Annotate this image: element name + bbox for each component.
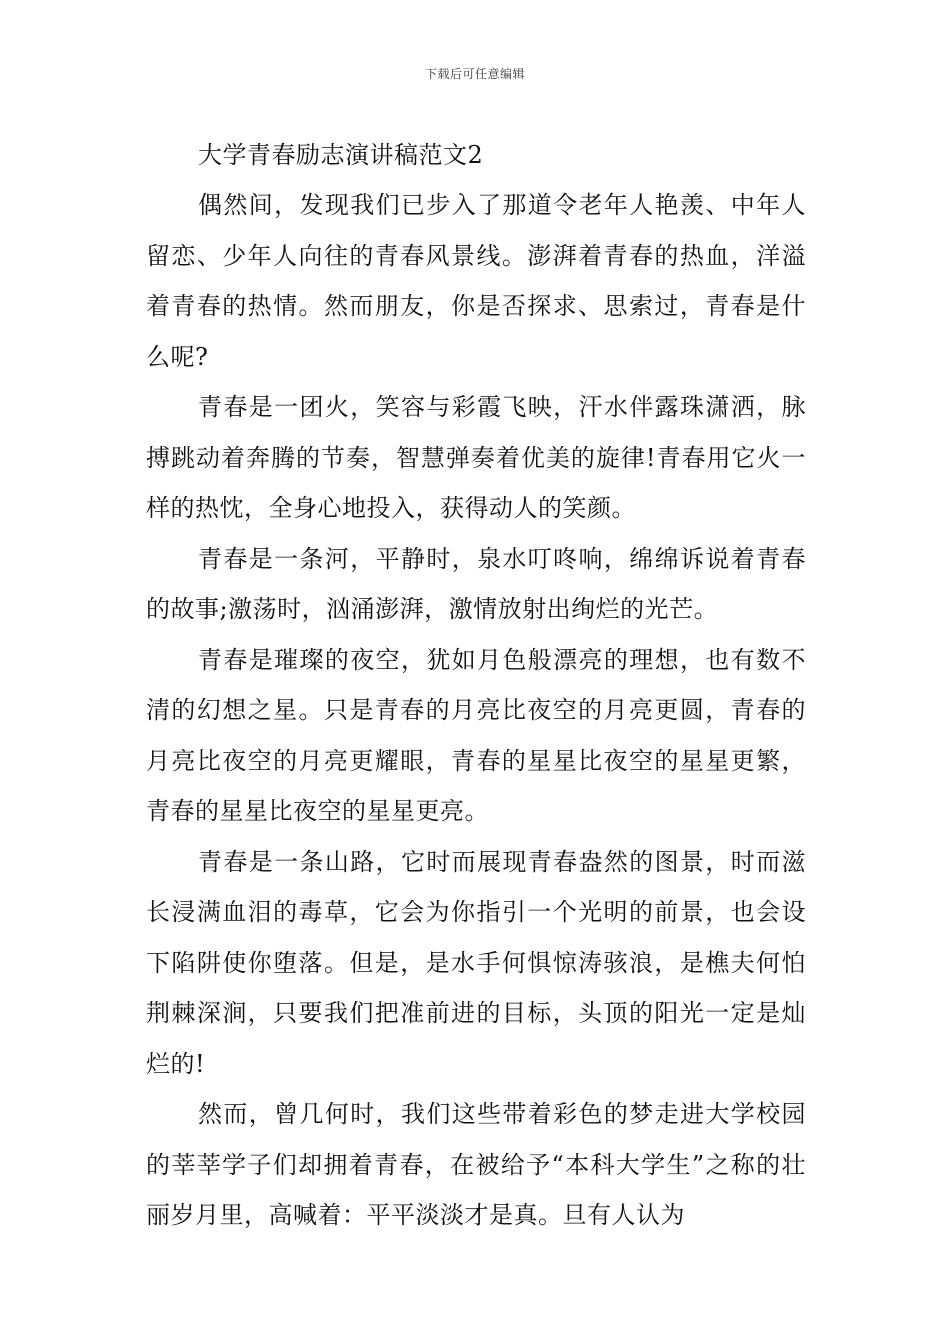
paragraph-3: 青春是一条河，平静时，泉水叮咚响，绵绵诉说着青春的故事;激荡时，汹涌澎湃，激情放射出绚烂的光芒。 (146, 544, 806, 623)
paragraph-5: 青春是一条山路，它时而展现青春盎然的图景，时而滋长浸满血泪的毒草，它会为你指引一个光明的前景，也会设下陷阱使你堕落。但是，是水手何惧惊涛骇浪，是樵夫何怕荆棘深涧，只要我们把准前进的目标，头顶的阳光一定是灿烂的! (146, 847, 806, 1078)
paragraph-1: 偶然间，发现我们已步入了那道令老年人艳羡、中年人留恋、少年人向往的青春风景线。澎湃着青春的热血，洋溢着青春的热情。然而朋友，你是否探求、思索过，青春是什么呢? (146, 191, 806, 371)
header-note: 下载后可任意编辑 (424, 67, 525, 81)
document-title: 大学青春励志演讲稿范文2 (198, 141, 484, 169)
paragraph-4: 青春是璀璨的夜空，犹如月色般漂亮的理想，也有数不清的幻想之星。只是青春的月亮比夜空的月亮更圆，青春的月亮比夜空的月亮更耀眼，青春的星星比夜空的星星更繁，青春的星星比夜空的星星更亮。 (146, 645, 806, 825)
document-body (146, 130, 806, 1241)
paragraph-6: 然而，曾几何时，我们这些带着彩色的梦走进大学校园的莘莘学子们却拥着青春，在被给予“本科大学生”之称的壮丽岁月里，高喊着：平平淡淡才是真。旦有人认为 (146, 1100, 806, 1229)
paragraph-2: 青春是一团火，笑容与彩霞飞映，汗水伴露珠潇洒，脉搏跳动着奔腾的节奏，智慧弹奏着优美的旋律!青春用它火一样的热忱，全身心地投入，获得动人的笑颜。 (146, 393, 806, 522)
